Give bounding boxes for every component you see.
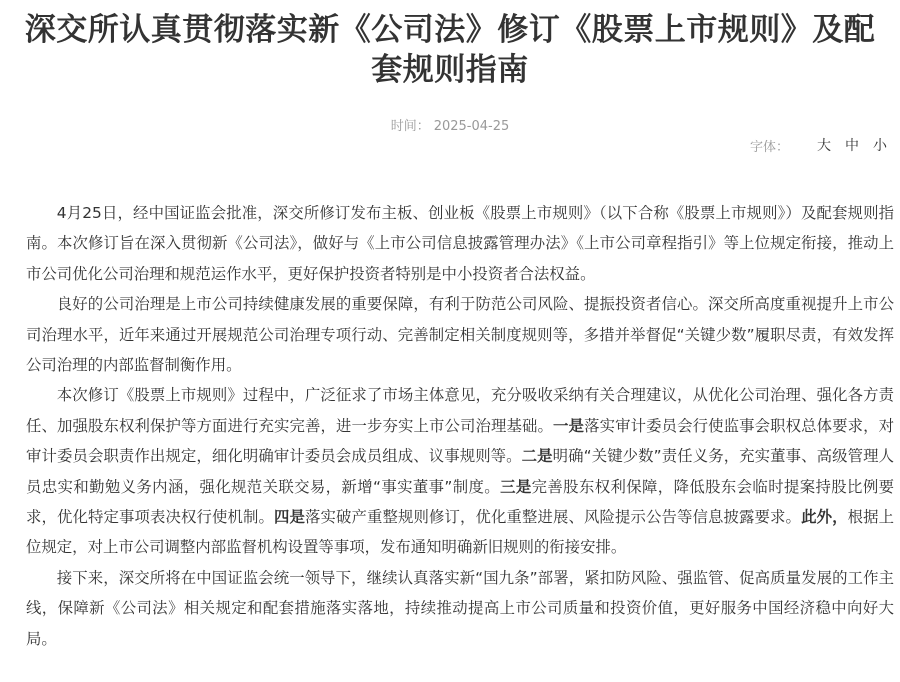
paragraph-4	[26, 563, 894, 654]
paragraph-text: 本次修订《股票上市规则》过程中，广泛征求了市场主体意见，充分吸收采纳有关合理建议，从优化公司治理、强化各方责任、加强股东权利保护等方面进行充实完善，进一步夯实上市公司治理基础。	[26, 386, 894, 435]
paragraph-text: 根据上位规定，对上市公司调整内部监督机构设置等事项，发布通知明确新旧规则的衔接安排。	[26, 508, 894, 557]
article-body	[26, 198, 894, 654]
paragraph-3	[26, 380, 894, 562]
font-size-small-button[interactable]: 小	[873, 138, 887, 154]
paragraph-text: 完善股东权利保障，降低股东会临时提案持股比例要求，优化特定事项表决权行使机制。	[26, 477, 894, 527]
font-size-large-button[interactable]: 大	[817, 138, 831, 154]
emphasis-third: 三是	[500, 477, 532, 496]
font-size-medium-button[interactable]: 中	[845, 138, 859, 154]
paragraph-text: 落实破产重整规则修订，优化重整进展、风险提示公告等信息披露要求。	[305, 508, 802, 527]
paragraph-text: 落实审计委员会行使监事会职权总体要求，对审计委员会职责作出规定，细化明确审计委员会成员组成、议事规则等。	[26, 416, 894, 466]
emphasis-additionally: 此外，	[801, 508, 848, 527]
publish-time	[0, 115, 900, 134]
publish-time-value: 2025-04-25	[433, 119, 510, 134]
paragraph-text: 良好的公司治理是上市公司持续健康发展的重要保障，有利于防范公司风险、提振投资者信心。深交所高度重视提升上市公司治理水平，近年来通过开展规范公司治理专项行动、完善制定相关制度规则等，多措并举督促“关键少数”履职尽责，有效发挥公司治理的内部监督制衡作用。	[26, 295, 894, 375]
emphasis-first: 一是	[553, 416, 585, 435]
paragraph-2	[26, 289, 894, 380]
emphasis-fourth: 四是	[274, 508, 306, 527]
emphasis-second: 二是	[521, 447, 553, 466]
publish-time-label: 时间：	[390, 119, 430, 134]
paragraph-text: 明确“关键少数”责任义务，充实董事、高级管理人员忠实和勤勉义务内涵，强化规范关联交易，新增“事实董事”制度。	[26, 447, 894, 496]
font-size-selector	[750, 135, 887, 155]
paragraph-text: 4月25日，经中国证监会批准，深交所修订发布主板、创业板《股票上市规则》（以下合称《股票上市规则》）及配套规则指南。本次修订旨在深入贯彻新《公司法》，做好与《上市公司信息披露管理办法》《上市公司章程指引》等上位规定衔接，推动上市公司优化公司治理和规范运作水平，更好保护投资者特别是中小投资者合法权益。	[26, 204, 894, 283]
font-size-label: 字体：	[749, 139, 789, 155]
paragraph-1	[26, 198, 894, 289]
article-title: 深交所认真贯彻落实新《公司法》修订《股票上市规则》及配套规则指南	[24, 12, 876, 88]
paragraph-text: 接下来，深交所将在中国证监会统一领导下，继续认真落实新“国九条”部署，紧扣防风险、强监管、促高质量发展的工作主线，保障新《公司法》相关规定和配套措施落实落地，持续推动提高上市公司质量和投资价值，更好服务中国经济稳中向好大局。	[26, 568, 894, 648]
